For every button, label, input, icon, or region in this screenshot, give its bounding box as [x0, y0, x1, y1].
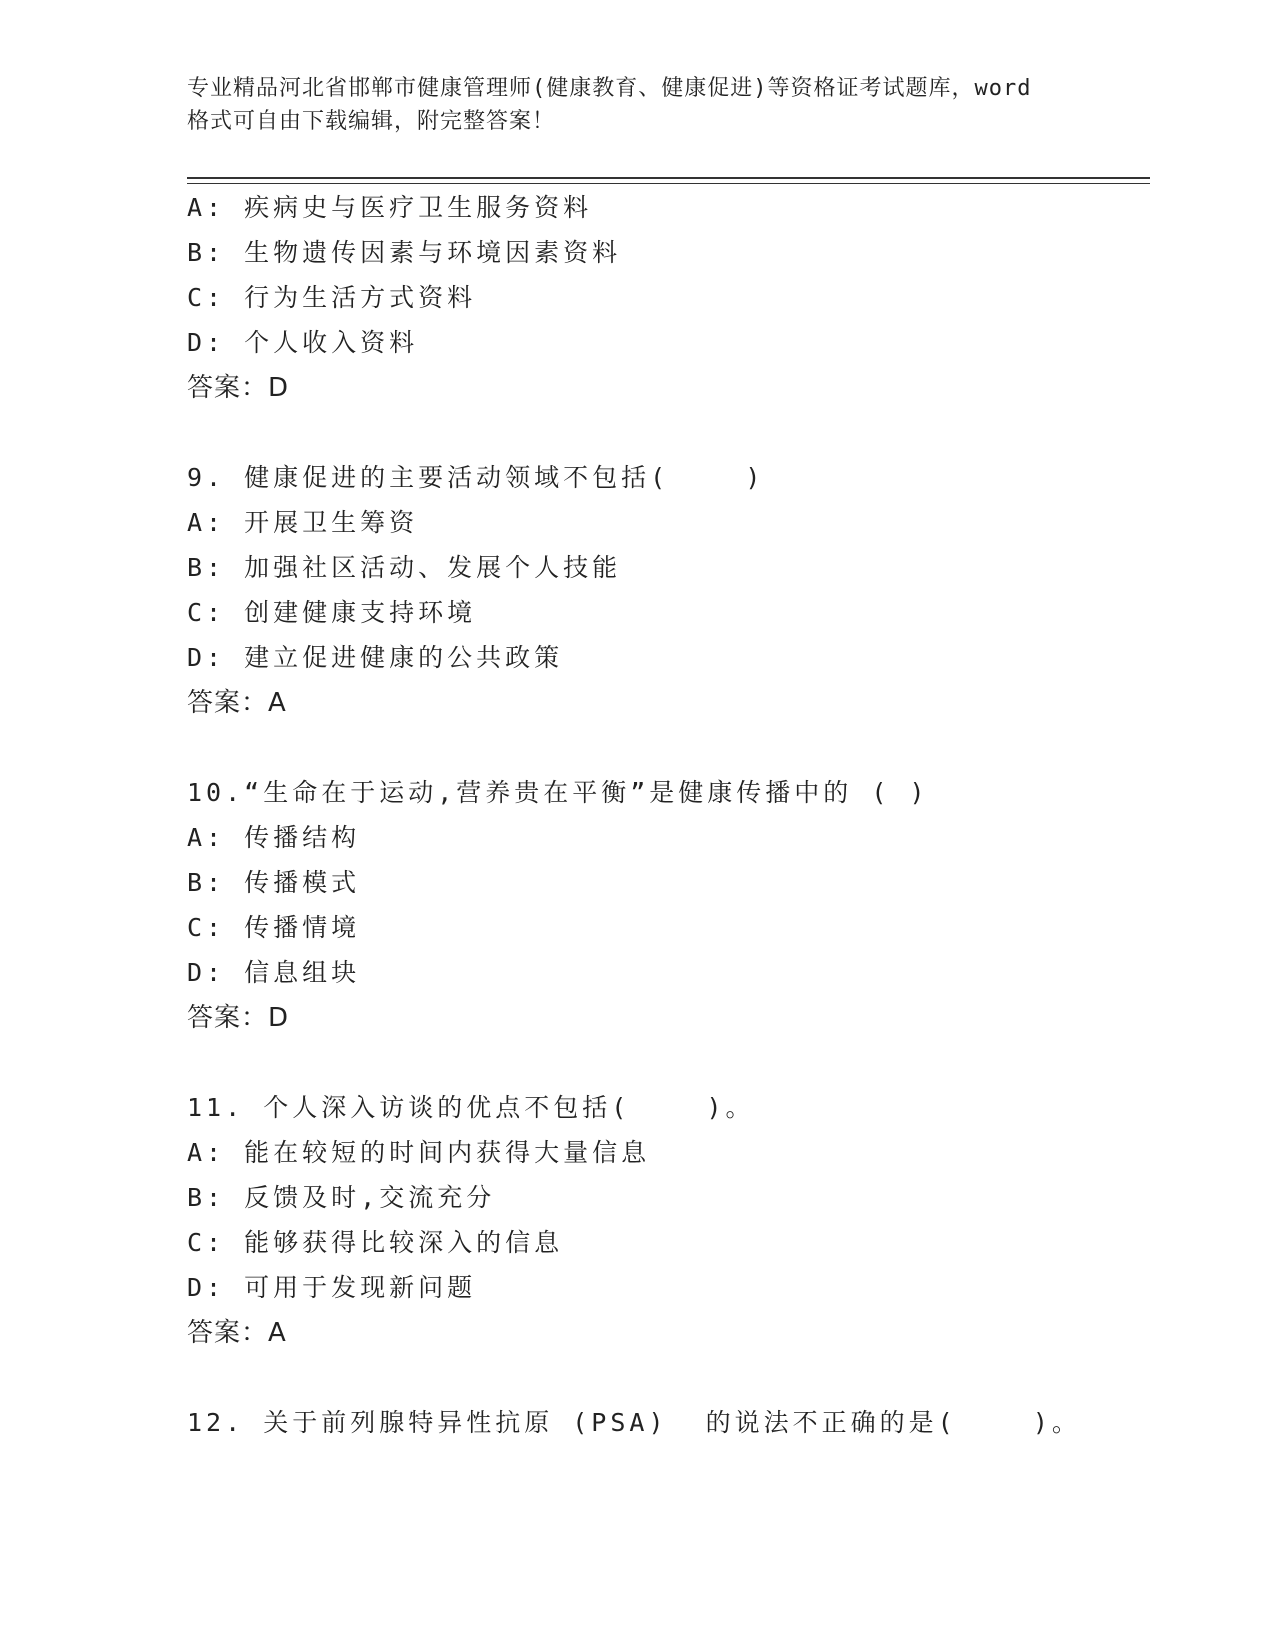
q9-option-d: D: 建立促进健康的公共政策 [187, 643, 564, 672]
q10-option-a: A: 传播结构 [187, 823, 361, 852]
header-divider-thin [187, 183, 1150, 184]
q11-answer: 答案：A [187, 1318, 287, 1348]
q8-answer: 答案：D [187, 373, 290, 403]
q11-question: 11. 个人深入访谈的优点不包括( )。 [187, 1093, 755, 1122]
q11-option-a: A: 能在较短的时间内获得大量信息 [187, 1138, 651, 1167]
q11-option-d: D: 可用于发现新问题 [187, 1273, 477, 1302]
header-divider [187, 177, 1150, 179]
q12-question: 12. 关于前列腺特异性抗原 (PSA) 的说法不正确的是( )。 [187, 1408, 1081, 1437]
header-line-2: 格式可自由下载编辑，附完整答案！ [187, 109, 556, 134]
q9-option-c: C: 创建健康支持环境 [187, 598, 477, 627]
header-line-1: 专业精品河北省邯郸市健康管理师(健康教育、健康促进)等资格证考试题库，word [187, 76, 1032, 101]
document-header [187, 72, 1087, 138]
q10-option-b: B: 传播模式 [187, 868, 361, 897]
q10-question: 10.“生命在于运动,营养贵在平衡”是健康传播中的 ( ) [187, 778, 929, 807]
q9-answer: 答案：A [187, 688, 287, 718]
q8-option-a: A: 疾病史与医疗卫生服务资料 [187, 193, 593, 222]
q9-option-a: A: 开展卫生筹资 [187, 508, 419, 537]
q10-option-c: C: 传播情境 [187, 913, 361, 942]
q8-option-b: B: 生物遗传因素与环境因素资料 [187, 238, 622, 267]
q11-option-b: B: 反馈及时,交流充分 [187, 1183, 496, 1212]
q10-option-d: D: 信息组块 [187, 958, 361, 987]
q10-answer: 答案：D [187, 1003, 290, 1033]
q9-option-b: B: 加强社区活动、发展个人技能 [187, 553, 622, 582]
q9-question: 9. 健康促进的主要活动领域不包括( ) [187, 463, 765, 492]
q11-option-c: C: 能够获得比较深入的信息 [187, 1228, 564, 1257]
q8-option-d: D: 个人收入资料 [187, 328, 419, 357]
q8-option-c: C: 行为生活方式资料 [187, 283, 477, 312]
